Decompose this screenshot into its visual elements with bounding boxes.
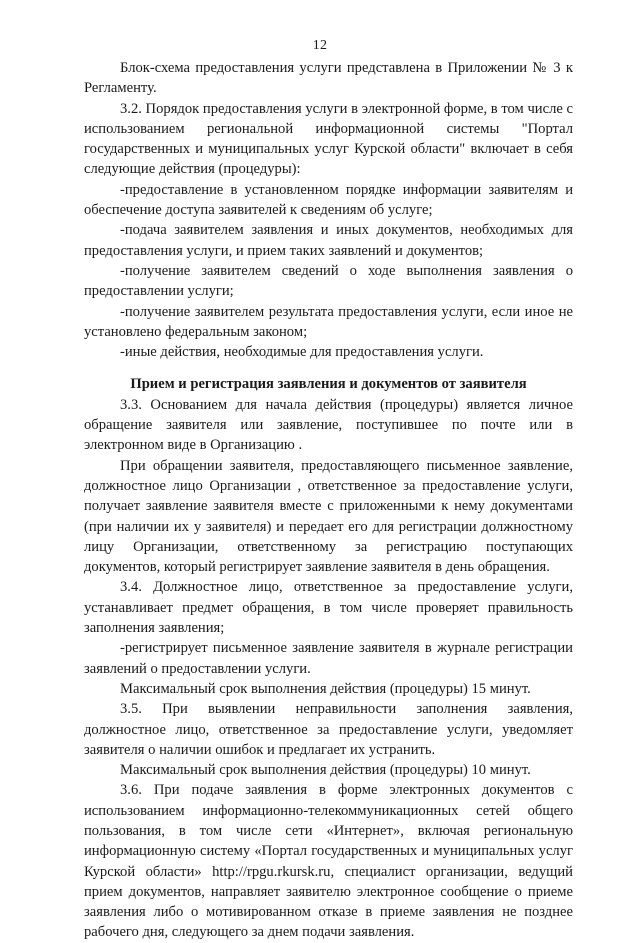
paragraph-max-time-10: Максимальный срок выполнения действия (процедуры) 10 минут. (120, 762, 531, 779)
paragraph-max-time-15: Максимальный срок выполнения действия (процедуры) 15 минут. (120, 680, 531, 697)
paragraph-3-2: 3.2. Порядок предоставления услуги в электронной форме, в том числе с использованием региональной информационной системы "Портал государственных и муниципальных услуг Курской области" включает в себя следующие действия (процедуры): (84, 100, 573, 178)
list-item-register: -регистрирует письменное заявление заявителя в журнале регистрации заявлений о предоставлении услуги. (84, 640, 573, 677)
list-item-information: -предоставление в установленном порядке информации заявителям и обеспечение доступа заявителей к сведениям об услуге; (84, 181, 573, 219)
document-body (84, 58, 573, 943)
paragraph-written-application: При обращении заявителя, предоставляющего письменное заявление, должностное лицо Организации , ответственное за предоставление услуги, получает заявление заявителя вместе с приложенными к нему документами (при наличии их у заявителя) и передает его для регистрации должностному лицу Организации, ответственному за регистрацию поступающих документов, который регистрирует заявление заявителя в день обращения. (84, 457, 573, 576)
list-item-submission: -подача заявителем заявления и иных документов, необходимых для предоставления услуги, и прием таких заявлений и документов; (84, 222, 573, 259)
list-item-other: -иные действия, необходимые для предоставления услуги. (120, 344, 484, 361)
section-heading: Прием и регистрация заявления и документов от заявителя (130, 376, 527, 393)
paragraph-3-4: 3.4. Должностное лицо, ответственное за предоставление услуги, устанавливает предмет обращения, в том числе проверяет правильность заполнения заявления; (84, 579, 573, 637)
paragraph-3-5: 3.5. При выявлении неправильности заполнения заявления, должностное лицо, ответственное за предоставление услуги, уведомляет заявителя о наличии ошибок и предлагает их устранить. (84, 701, 573, 758)
paragraph-appendix-reference: Блок-схема предоставления услуги представлена в Приложении № 3 к Регламенту. (84, 60, 573, 97)
paragraph-3-3: 3.3. Основанием для начала действия (процедуры) является личное обращение заявителя или заявление, поступившее по почте или в электронном виде в Организацию . (84, 396, 573, 454)
page-number: 12 (312, 38, 328, 53)
list-item-status: -получение заявителем сведений о ходе выполнения заявления о предоставлении услуги; (84, 262, 573, 300)
paragraph-3-6: 3.6. При подаче заявления в форме электронных документов с использованием информационно-телекоммуникационных сетей общего пользования, в том числе сети «Интернет», включая региональную информационную систему «Портал государственных и муниципальных услуг Курской области» http://rpgu.rkursk.ru, специалист организации, ведущий прием документов, направляет заявителю электронное сообщение о приеме заявления либо о мотивированном отказе в приеме заявления не позднее рабочего дня, следующего за днем подачи заявления. (84, 782, 573, 941)
list-item-result: -получение заявителем результата предоставления услуги, если иное не установлено федеральным законом; (84, 303, 573, 340)
